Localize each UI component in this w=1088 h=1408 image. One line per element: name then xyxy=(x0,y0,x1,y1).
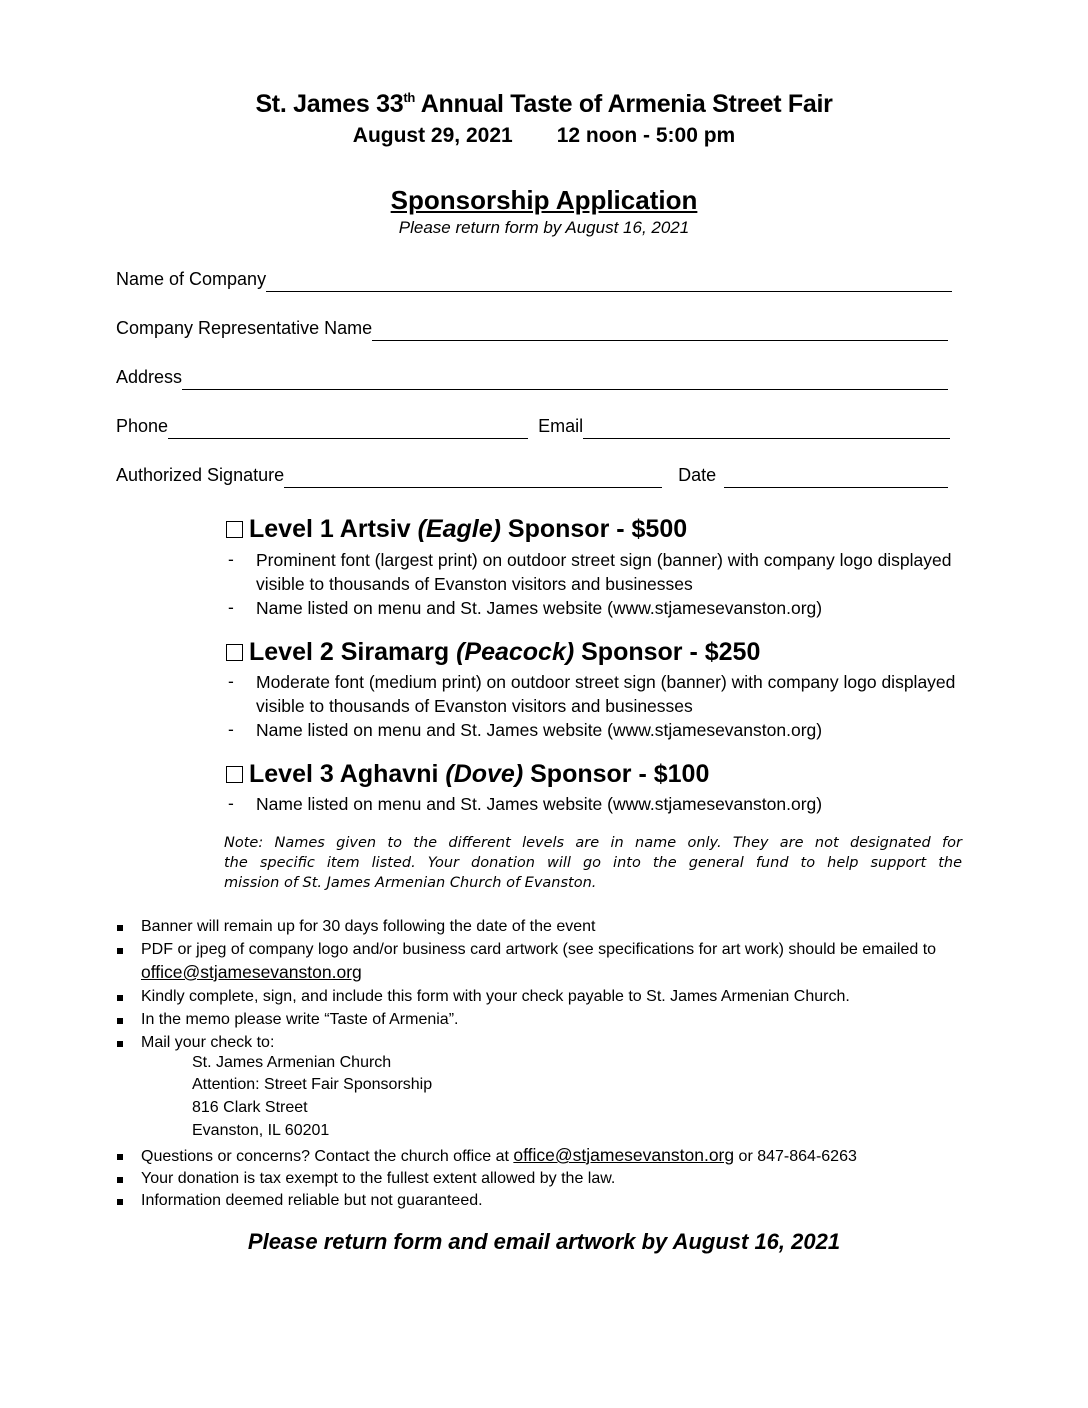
return-by-note: Please return form by August 16, 2021 xyxy=(398,218,690,237)
mail-address-line-4: Evanston, IL 60201 xyxy=(192,1122,330,1139)
bullet-dash: - xyxy=(228,671,234,691)
info-artwork: PDF or jpeg of company logo and/or business card artwork (see specifications for art work) should be emailed to xyxy=(141,941,937,958)
company-name-label: Name of Company xyxy=(116,269,267,289)
mail-address-line-3: 816 Clark Street xyxy=(192,1099,308,1116)
bullet-dash: - xyxy=(228,719,234,739)
mail-address-line-1: St. James Armenian Church xyxy=(192,1054,392,1071)
level-1-name: Level 1 Artsiv xyxy=(249,515,418,543)
representative-row xyxy=(116,315,948,341)
info-complete: Kindly complete, sign, and include this form with your check payable to St. James Armenian Church. xyxy=(141,988,850,1005)
mail-address-line-2: Attention: Street Fair Sponsorship xyxy=(192,1076,433,1093)
level-2-benefit-1: Moderate font (medium print) on outdoor street sign (banner) with company logo displayed visible to thousands of Evanston visitors and businesses xyxy=(256,672,956,716)
square-bullet-icon xyxy=(117,1041,123,1047)
level-1-price: Sponsor - $500 xyxy=(500,515,688,543)
questions-text: Questions or concerns? Contact the church office at xyxy=(141,1148,514,1165)
square-bullet-icon xyxy=(117,995,123,1001)
company-name-field[interactable] xyxy=(266,271,952,292)
square-bullet-icon xyxy=(117,925,123,931)
event-title xyxy=(0,90,1088,119)
bullet-dash: - xyxy=(228,597,234,617)
level-1-benefit-2: Name listed on menu and St. James website (www.stjamesevanston.org) xyxy=(256,598,823,618)
signature-label: Authorized Signature xyxy=(116,465,285,485)
company-name-row xyxy=(116,266,952,292)
address-field[interactable] xyxy=(182,369,948,390)
level-3-checkbox[interactable] xyxy=(226,766,243,783)
event-time: 12 noon - 5:00 pm xyxy=(556,124,736,147)
date-label: Date xyxy=(678,465,717,485)
email-field[interactable] xyxy=(583,418,950,439)
phone-label: Phone xyxy=(116,416,169,436)
event-date: August 29, 2021 xyxy=(352,124,513,147)
level-1-option[interactable] xyxy=(226,515,687,544)
square-bullet-icon xyxy=(117,1018,123,1024)
note-line-2: the specific item listed. Your donation will go into the general fund to help support the xyxy=(224,855,962,871)
level-3-bird: (Dove) xyxy=(445,760,524,788)
level-2-price: Sponsor - $250 xyxy=(574,638,761,666)
info-mail: Mail your check to: xyxy=(141,1034,275,1051)
email-label: Email xyxy=(538,416,584,436)
square-bullet-icon xyxy=(117,1177,123,1183)
info-banner: Banner will remain up for 30 days following the date of the event xyxy=(141,918,596,935)
level-2-option[interactable] xyxy=(226,638,760,667)
info-reliable: Information deemed reliable but not guaranteed. xyxy=(141,1192,483,1209)
phone-field[interactable] xyxy=(168,418,528,439)
questions-phone: or 847-864-6263 xyxy=(734,1148,857,1165)
info-artwork-email-line xyxy=(141,961,362,985)
level-1-bird: (Eagle) xyxy=(417,515,501,543)
info-tax: Your donation is tax exempt to the fullest extent allowed by the law. xyxy=(141,1170,616,1187)
representative-field[interactable] xyxy=(372,320,948,341)
form-title: Sponsorship Application xyxy=(390,185,698,215)
artwork-email-link[interactable]: office@stjamesevanston.org xyxy=(141,962,362,982)
title-pre: St. James 33 xyxy=(255,90,404,118)
level-3-benefit-1: Name listed on menu and St. James website (www.stjamesevanston.org) xyxy=(256,794,823,814)
square-bullet-icon xyxy=(117,1199,123,1205)
level-1-checkbox[interactable] xyxy=(226,521,243,538)
level-2-benefit-2: Name listed on menu and St. James website (www.stjamesevanston.org) xyxy=(256,720,823,740)
info-memo: In the memo please write “Taste of Armenia”. xyxy=(141,1011,459,1028)
signature-date-row xyxy=(116,462,948,488)
questions-email-link[interactable]: office@stjamesevanston.org xyxy=(513,1145,735,1165)
note-line-1: Note: Names given to the different levels are in name only. They are not designated for xyxy=(224,835,962,851)
level-3-price: Sponsor - $100 xyxy=(523,760,710,788)
signature-field[interactable] xyxy=(284,467,662,488)
info-questions xyxy=(141,1144,857,1168)
date-field[interactable] xyxy=(724,467,948,488)
bullet-dash: - xyxy=(228,793,234,813)
level-3-option[interactable] xyxy=(226,760,709,789)
footer-return-note: Please return form and email artwork by August 16, 2021 xyxy=(247,1229,841,1254)
level-1-benefit-1: Prominent font (largest print) on outdoor street sign (banner) with company logo displayed visible to thousands of Evanston visitors and businesses xyxy=(256,550,952,594)
title-superscript: th xyxy=(403,90,415,105)
level-2-name: Level 2 Siramarg xyxy=(249,638,457,666)
phone-email-row xyxy=(116,413,950,439)
level-3-name: Level 3 Aghavni xyxy=(249,760,446,788)
address-row xyxy=(116,364,948,390)
levels-note xyxy=(224,833,962,893)
square-bullet-icon xyxy=(117,1154,123,1160)
level-2-checkbox[interactable] xyxy=(226,644,243,661)
title-post: Annual Taste of Armenia Street Fair xyxy=(415,90,833,118)
bullet-dash: - xyxy=(228,549,234,569)
representative-label: Company Representative Name xyxy=(116,318,373,338)
note-line-3: mission of St. James Armenian Church of Evanston. xyxy=(224,875,597,891)
event-date-time xyxy=(0,124,1088,148)
square-bullet-icon xyxy=(117,948,123,954)
level-2-bird: (Peacock) xyxy=(456,638,575,666)
address-label: Address xyxy=(116,367,183,387)
